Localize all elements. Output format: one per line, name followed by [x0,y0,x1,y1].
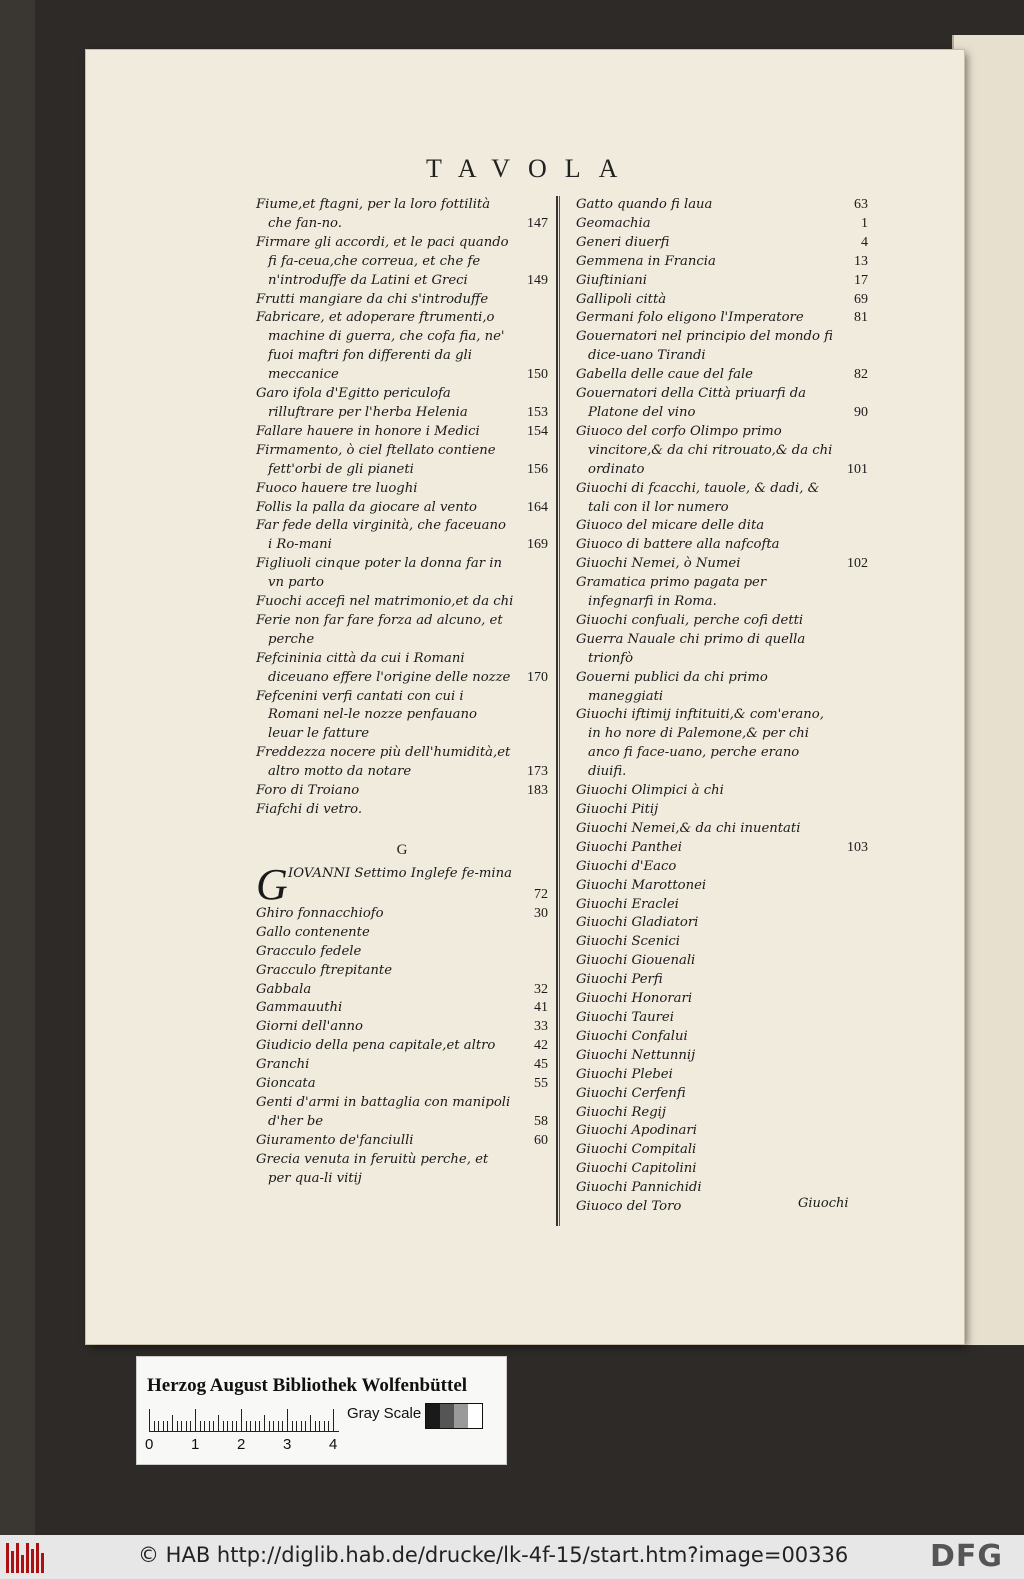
index-entry [256,1094,548,1132]
index-entry [576,480,868,518]
color-scale-card [136,1356,507,1465]
ruler-tick [218,1415,219,1431]
index-entry [256,943,548,962]
index-entry-text: Fuoco hauere tre luoghi [256,480,418,496]
ruler-tick [333,1409,334,1431]
index-entry-text: Fefcininia città da cui i Romani diceuano effere l'origine delle nozze [256,650,511,685]
ruler-tick [209,1421,210,1431]
index-entry-text: Giuochi Nettunnij [576,1047,696,1063]
ruler-tick [301,1421,302,1431]
index-entry-page: 81 [854,310,868,326]
index-entry [256,905,548,924]
left-entry-list-g [256,905,548,1189]
index-entry-text: Giuochi Cerfenfi [576,1085,686,1101]
index-entry-text: Giuochi Capitolini [576,1161,697,1177]
index-entry [256,999,548,1018]
index-entry-text: Gramatica primo pagata per infegnarfi in Roma. [576,575,767,610]
index-entry-text: Giuochi Marottonei [576,877,707,893]
index-entry [256,981,548,1000]
ruler-tick [315,1421,316,1431]
left-column [256,196,548,1189]
ruler-tick [310,1415,311,1431]
ruler-tick [163,1421,164,1431]
index-entry-text: Fuochi accefi nel matrimonio,et da chi [256,594,514,610]
index-entry-text: Fiume,et ftagni, per la loro fottilità che fan-no. [256,197,491,231]
index-entry-text: Genti d'armi in battaglia con manipoli d'her be [256,1094,511,1129]
ruler-tick [324,1421,325,1431]
index-entry [256,1151,548,1189]
index-entry-page: 150 [527,367,548,383]
index-entry-page: 149 [527,272,548,288]
index-entry [256,555,548,593]
library-logo-icon [6,1541,46,1573]
gray-scale-label: Gray Scale [347,1405,422,1422]
index-entry-text: Gabella delle caue del fale [576,367,753,383]
index-entry-text: Gouerni publici da chi primo maneggiati [576,669,768,704]
ruler-baseline [149,1431,339,1432]
index-entry [576,536,868,555]
index-entry [576,839,868,858]
index-entry-page: 32 [534,981,548,997]
index-entry-page: 58 [534,1113,548,1129]
index-entry-page: 82 [854,367,868,383]
index-entry [576,971,868,990]
index-entry-page: 103 [847,839,868,855]
index-entry-text: Gabbala [256,981,312,997]
index-entry [256,924,548,943]
index-entry-page: 63 [854,197,868,212]
footer-bar [0,1535,1024,1579]
index-entry-text: Foro di Troiano [256,783,360,799]
index-entry-text: Gouernatori nel principio del mondo fi dice-uano Tirandi [576,329,833,364]
gray-swatch [440,1404,454,1428]
ruler-tick [241,1409,242,1431]
index-entry-page: 153 [527,404,548,420]
index-entry [576,1028,868,1047]
index-entry-page: 164 [527,499,548,515]
index-entry-text: Fallare hauere in honore i Medici [256,423,480,439]
index-entry [576,782,868,801]
book-page [86,50,964,1344]
index-entry-text: Ghiro fonnacchiofo [256,905,384,921]
index-entry [576,820,868,839]
index-entry [576,877,868,896]
index-entry-page: 69 [854,291,868,307]
index-entry-text: Giuochi Nemei, ò Numei [576,556,741,572]
index-entry-page: 154 [527,423,548,439]
ruler-tick [264,1415,265,1431]
ruler-tick [236,1421,237,1431]
index-entry-text: Gatto quando fi laua [576,197,713,212]
index-entry [576,215,868,234]
index-entry-text: Giuochi Regij [576,1104,666,1120]
index-entry-text: Fiafchi di vetro. [256,802,363,817]
index-entry-text: Firmamento, ò ciel ftellato contiene fett'orbi de gli pianeti [256,442,496,477]
index-entry [256,688,548,745]
index-entry-text: Giuochi iftimij inftituiti,& com'erano, in ho nore di Palemone,& per chi anco fi face-uano, perche erano diuifi. [576,707,824,780]
index-entry-page: 101 [847,461,868,477]
ruler-tick [328,1421,329,1431]
index-entry-text: Firmare gli accordi, et le paci quando fi fa-ceua,che correua, et che fe n'introduffe da Latini et Greci [256,234,509,288]
ruler-label: 0 [145,1436,154,1453]
ruler-tick [200,1421,201,1431]
index-entry [576,990,868,1009]
running-head: TAVOLA [426,154,636,183]
index-entry-text: Follis la palla da giocare al vento [256,499,477,515]
index-entry-text: Giuochi Scenici [576,934,681,950]
index-entry [256,1056,548,1075]
index-entry-page: 170 [527,669,548,685]
index-entry-text: Giuochi confuali, perche cofi detti [576,612,804,628]
index-entry-text: Far fede della virginità, che faceuano i Ro-mani [256,518,506,553]
ruler-tick [186,1421,187,1431]
index-entry [256,196,548,234]
index-entry-text: Gallipoli città [576,291,667,307]
index-entry-page: 33 [534,1019,548,1035]
index-entry-text: Giuochi Honorari [576,991,693,1007]
ruler-tick [319,1421,320,1431]
index-entry-page: 42 [534,1038,548,1054]
index-entry-text: Freddezza nocere più dell'humidità,et altro motto da notare [256,745,511,780]
index-entry [256,782,548,801]
column-rule-inner [559,196,560,1226]
index-entry-text: Giuochi Panthei [576,839,682,855]
ruler-label: 3 [283,1436,292,1453]
ruler-tick [149,1409,150,1431]
ruler-label: 2 [237,1436,246,1453]
index-entry-text: Gioncata [256,1076,316,1092]
ruler-tick [255,1421,256,1431]
index-entry-text: Giuochi Compitali [576,1142,697,1158]
index-entry [256,309,548,385]
ruler-tick [177,1421,178,1431]
index-entry-page: 1 [861,215,868,231]
ruler-tick [181,1421,182,1431]
index-entry [576,309,868,328]
index-entry-text: Giuochi Pannichidi [576,1180,702,1196]
library-name: Herzog August Bibliothek Wolfenbüttel [147,1375,468,1396]
index-entry-page: 55 [534,1076,548,1092]
ruler-tick [232,1421,233,1431]
dropcap-entry-page: 72 [534,887,548,902]
index-entry [256,650,548,688]
index-entry-text: Fefcenini verfi cantati con cui i Romani nel-le nozze penfauano leuar le fatture [256,688,477,742]
ruler-tick [287,1409,288,1431]
index-entry-text: Gouernatori della Città priuarfi da Platone del vino [576,386,806,420]
index-entry [256,1132,548,1151]
index-entry [576,612,868,631]
index-entry-page: 60 [534,1132,548,1148]
index-entry-text: Giuochi Nemei,& da chi inuentati [576,820,801,836]
ruler-label: 4 [329,1436,338,1453]
index-entry [256,744,548,782]
index-entry [576,1104,868,1123]
index-entry-text: Gammauuthi [256,1000,343,1016]
ruler-tick [278,1421,279,1431]
index-entry [576,896,868,915]
index-entry [576,801,868,820]
index-entry-text: Ferie non far fare forza ad alcuno, et perche [256,612,503,647]
index-entry-text: Germani folo eligono l'Imperatore [576,310,804,326]
index-entry-text: Gemmena in Francia [576,253,716,269]
index-entry-text: Figliuoli cinque poter la donna far in vn parto [256,556,502,591]
index-entry [256,480,548,499]
index-entry-page: 4 [861,234,868,250]
index-entry [256,1075,548,1094]
index-entry [576,234,868,253]
gray-swatch [468,1404,482,1428]
ruler-tick [273,1421,274,1431]
ruler-tick [195,1409,196,1431]
ruler-tick [292,1421,293,1431]
ruler-tick [204,1421,205,1431]
index-entry [576,858,868,877]
ruler-tick [227,1421,228,1431]
ruler-tick [305,1421,306,1431]
index-entry [256,801,548,820]
index-entry [256,612,548,650]
index-entry-text: Giuochi d'Eaco [576,858,677,874]
index-entry-page: 102 [847,556,868,572]
index-entry [576,1047,868,1066]
index-entry-text: Gallo contenente [256,924,370,940]
catchword: Giuochi [798,1196,849,1211]
index-entry [576,933,868,952]
index-entry-text: Giuochi di fcacchi, tauole, & dadi, & tali con il lor numero [576,480,820,515]
ruler-tick [154,1421,155,1431]
index-entry-text: Giuochi Confalui [576,1028,688,1044]
index-entry-page: 90 [854,404,868,420]
index-entry [576,1122,868,1141]
index-entry-text: Giuochi Pitij [576,802,659,817]
ruler-tick [158,1421,159,1431]
index-entry-text: Giorni dell'anno [256,1019,363,1035]
gray-swatch [426,1404,440,1428]
column-rule [556,196,558,1226]
footer-copyright-link[interactable]: © HAB http://diglib.hab.de/drucke/lk-4f-15/start.htm?image=00336 [138,1543,849,1567]
index-entry [256,291,548,310]
ruler-tick [223,1421,224,1431]
index-entry [256,423,548,442]
index-entry [576,291,868,310]
index-entry-text: Guerra Nauale chi primo di quella trionfò [576,631,806,666]
dropcap-entry-text: IOVANNI Settimo Inglefe fe-mina [288,865,512,881]
section-letter: G [396,841,408,858]
ruler-tick [172,1415,173,1431]
index-entry [256,593,548,612]
index-entry-text: Grecia venuta in feruitù perche, et per qua-li vitij [256,1151,489,1186]
index-entry [576,706,868,782]
right-column [576,196,868,1217]
index-entry [576,555,868,574]
ruler-tick [259,1421,260,1431]
index-entry [256,517,548,555]
ruler-tick [269,1421,270,1431]
index-entry-page: 173 [527,764,548,780]
index-entry-page: 41 [534,1000,548,1016]
index-entry [576,1085,868,1104]
index-entry-text: Giuochi Apodinari [576,1123,697,1139]
index-entry [256,1018,548,1037]
index-entry-page: 183 [527,783,548,799]
dropcap-letter: G [256,859,288,909]
index-entry [256,234,548,291]
dfg-logo: DFG [930,1539,1004,1574]
dropcap-entry [256,859,548,909]
index-entry [576,669,868,707]
index-entry-page: 147 [527,215,548,231]
left-entry-list [256,196,548,820]
index-entry [576,385,868,423]
index-entry-text: Gracculo ftrepitante [256,962,393,978]
index-entry-text: Giuoco di battere alla nafcofta [576,537,780,553]
index-entry-page: 156 [527,461,548,477]
ruler-ticks [149,1409,339,1431]
index-entry [576,952,868,971]
index-entry-text: Frutti mangiare da chi s'introduffe [256,291,489,307]
index-entry [576,517,868,536]
right-entry-list [576,196,868,1217]
index-entry-text: Granchi [256,1057,310,1073]
index-entry-page: 30 [534,905,548,921]
index-entry [576,253,868,272]
index-entry [576,272,868,291]
index-entry-text: Giuoco del micare delle dita [576,518,765,534]
index-entry-text: Giuochi Gladiatori [576,915,699,931]
index-entry-text: Giuramento de'fanciulli [256,1132,414,1148]
gray-swatch [454,1404,468,1428]
index-entry [576,196,868,215]
ruler-tick [250,1421,251,1431]
ruler-tick [190,1421,191,1431]
index-entry [576,631,868,669]
index-entry-text: Giuoco del corfo Olimpo primo vincitore,& da chi ritrouato,& da chi ordinato [576,423,833,477]
index-entry [256,385,548,423]
ruler-tick [282,1421,283,1431]
index-entry [576,1160,868,1179]
index-entry-text: Giuochi Giouenali [576,953,696,969]
ruler-tick [167,1421,168,1431]
index-entry-text: Giuochi Olimpici à chi [576,783,724,799]
index-entry-page: 13 [854,253,868,269]
ruler-tick [296,1421,297,1431]
index-entry-text: Giuoco del Toro [576,1199,682,1215]
index-entry-text: Geomachia [576,215,651,231]
index-entry-text: Giuochi Taurei [576,1009,674,1025]
index-entry [576,328,868,366]
index-entry-page: 169 [527,537,548,553]
index-entry [576,423,868,480]
index-entry [256,962,548,981]
index-entry-text: Giudicio della pena capitale,et altro [256,1038,496,1054]
index-entry-text: Giuochi Plebei [576,1066,673,1082]
index-entry-text: Gracculo fedele [256,943,362,959]
index-entry [256,499,548,518]
index-entry-text: Giuochi Eraclei [576,896,679,912]
index-entry-page: 45 [534,1057,548,1073]
index-entry-text: Generi diuerfi [576,234,670,250]
index-entry [576,574,868,612]
index-entry-text: Garo ifola d'Egitto periculofa rilluftrare per l'herba Helenia [256,386,468,420]
index-entry [576,1009,868,1028]
ruler-tick [246,1421,247,1431]
index-entry-text: Fabricare, et adoperare ftrumenti,o machine di guerra, che cofa fia, ne' fuoi maftri fon differenti da gli meccanice [256,310,505,383]
index-entry [576,1066,868,1085]
index-entry [256,442,548,480]
index-entry-text: Giuochi Perfi [576,972,663,988]
gray-scale-swatches [425,1403,483,1429]
index-entry-text: Giuftiniani [576,272,647,288]
index-entry [256,1037,548,1056]
ruler-label: 1 [191,1436,200,1453]
index-entry-page: 17 [854,272,868,288]
index-entry [576,366,868,385]
index-entry [576,1141,868,1160]
index-entry [576,914,868,933]
ruler-tick [213,1421,214,1431]
